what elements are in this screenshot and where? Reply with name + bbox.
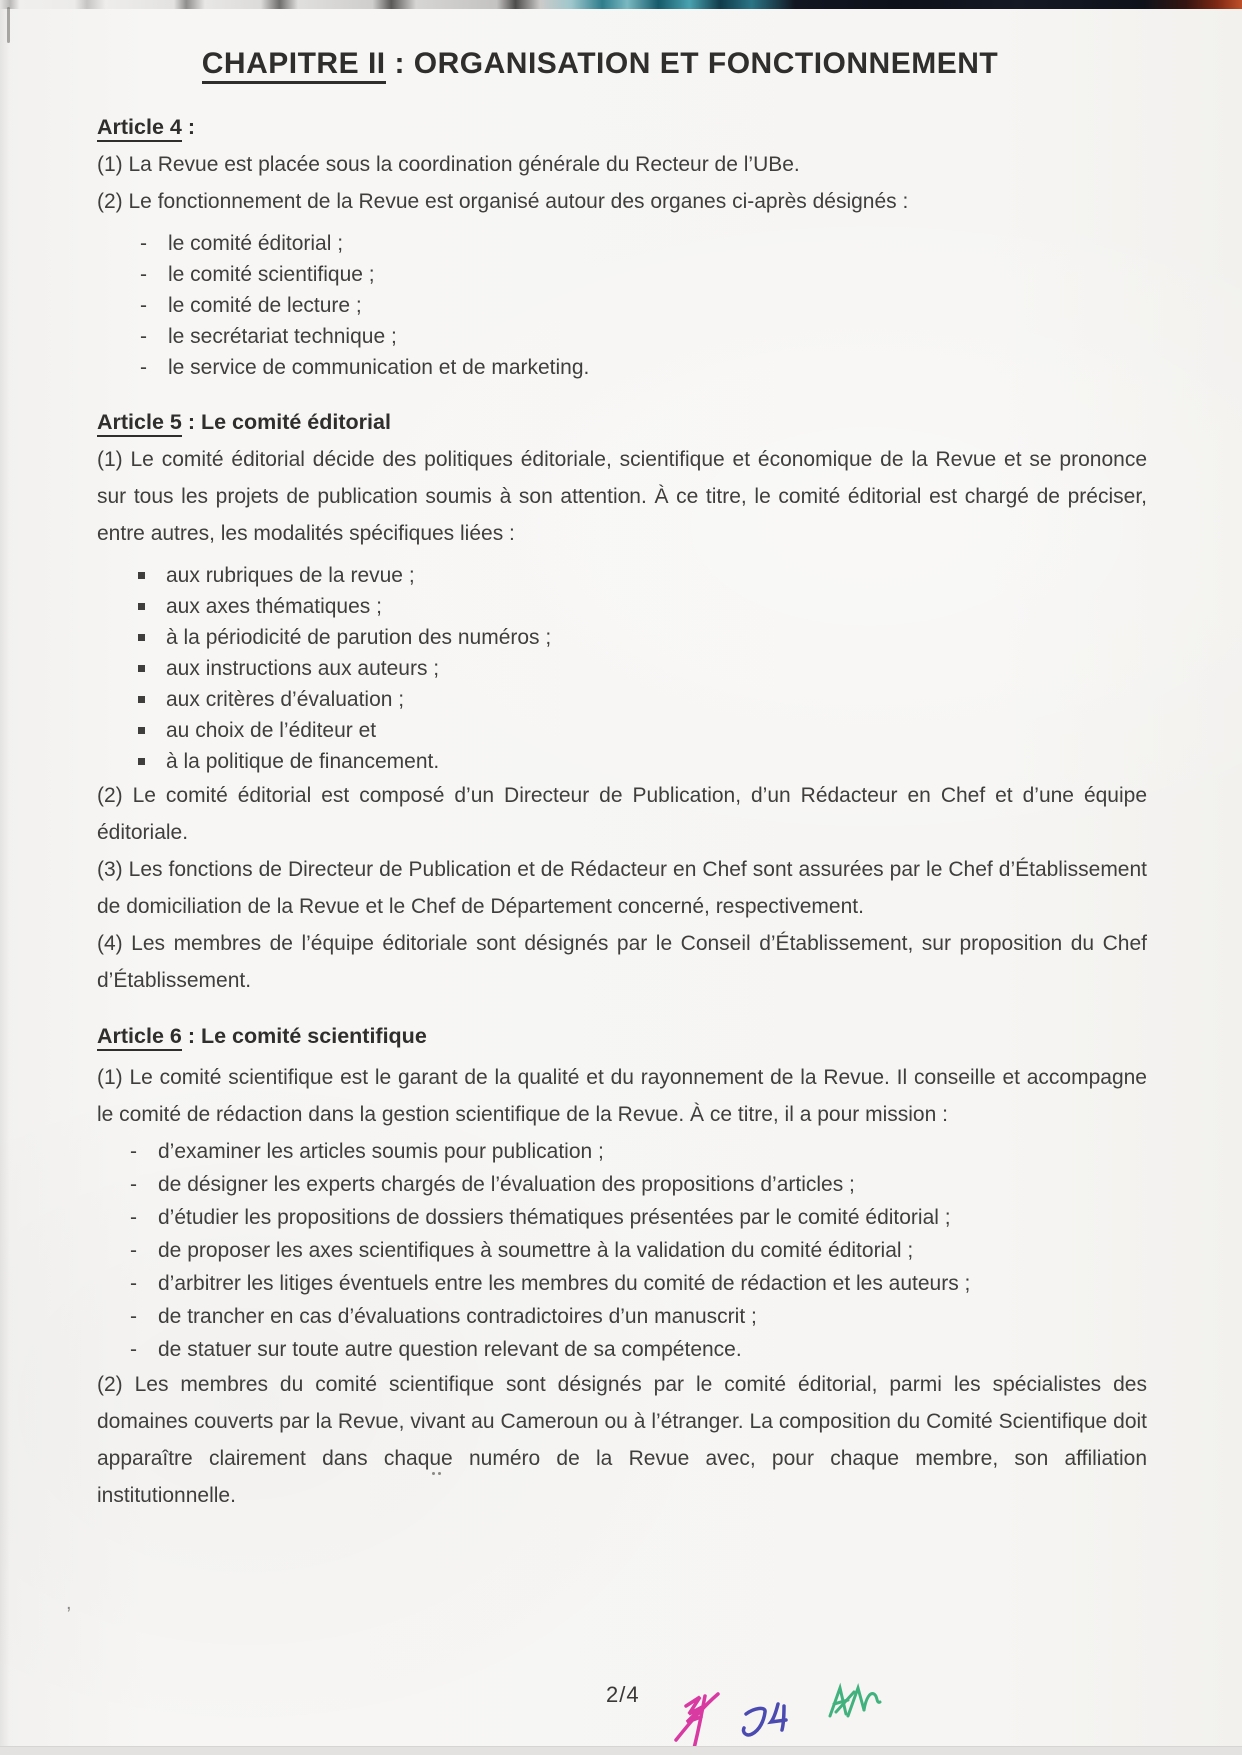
list-item: - de statuer sur toute autre question relevant de sa compétence. <box>97 1333 1147 1366</box>
dash-bullet-icon: - <box>130 1272 137 1295</box>
article-4-paragraph-1: (1) La Revue est placée sous la coordination générale du Recteur de l’UBe. <box>97 153 800 176</box>
chapter-title <box>97 46 1103 82</box>
dash-bullet-icon: - <box>130 1338 137 1361</box>
article-5-suffix: : <box>181 410 201 434</box>
list-item: - d’examiner les articles soumis pour publication ; <box>97 1135 1147 1168</box>
list-item: aux axes thématiques ; <box>97 591 1147 622</box>
square-bullet-icon <box>138 746 166 777</box>
dash-bullet-icon: - <box>130 1239 137 1262</box>
scanner-edge-artifact-bottom <box>0 1746 1242 1755</box>
scan-edge-mark <box>7 7 10 43</box>
article-5-paragraph-4: (4) Les membres de l’équipe éditoriale sont désignés par le Conseil d’Établissement, sur proposition du Chef d’Établissement. <box>97 932 1147 992</box>
list-item: au choix de l’éditeur et <box>97 715 1147 746</box>
dash-bullet-icon: - <box>140 263 147 286</box>
article-5-paragraph-2: (2) Le comité éditorial est composé d’un Directeur de Publication, d’un Rédacteur en Chef et d’une équipe éditoriale. <box>97 784 1147 844</box>
article-5-paragraph-3: (3) Les fonctions de Directeur de Publication et de Rédacteur en Chef sont assurées par le Chef d’Établissement de domiciliation de la Revue et le Chef de Département concerné, respectivement. <box>97 858 1147 918</box>
article-4-list <box>97 228 1147 383</box>
square-bullet-icon <box>138 560 166 591</box>
list-item: - de proposer les axes scientifiques à soumettre à la validation du comité éditorial ; <box>97 1234 1147 1267</box>
list-item: aux critères d’évaluation ; <box>97 684 1147 715</box>
square-bullet-icon <box>138 591 166 622</box>
list-item: - de trancher en cas d’évaluations contradictoires d’un manuscrit ; <box>97 1300 1147 1333</box>
chapter-title-rest: : ORGANISATION ET FONCTIONNEMENT <box>385 47 999 80</box>
list-item: - le comité de lecture ; <box>97 290 1147 321</box>
article-4-paragraph-2: (2) Le fonctionnement de la Revue est organisé autour des organes ci-après désignés : <box>97 190 909 213</box>
list-item: - le service de communication et de marketing. <box>97 352 1147 383</box>
list-item: - d’étudier les propositions de dossiers thématiques présentées par le comité éditorial ; <box>97 1201 1147 1234</box>
article-6-paragraph-2: (2) Les membres du comité scientifique sont désignés par le comité éditorial, parmi les spécialistes des domaines couverts par la Revue, vivant au Cameroun ou à l’étranger. La composition du Comité Scientifique doit apparaître clairement dans chaque numéro de la Revue avec, pour chaque membre, son affiliation institutionnelle. <box>97 1373 1147 1507</box>
list-item: aux rubriques de la revue ; <box>97 560 1147 591</box>
square-bullet-icon <box>138 684 166 715</box>
article-4-heading <box>97 108 1147 146</box>
dash-bullet-icon: - <box>140 325 147 348</box>
article-5-heading <box>97 403 1147 441</box>
dash-bullet-icon: - <box>140 356 147 379</box>
square-bullet-icon <box>138 622 166 653</box>
list-item: - le comité scientifique ; <box>97 259 1147 290</box>
article-6-heading <box>97 1017 1147 1055</box>
dash-bullet-icon: - <box>130 1206 137 1229</box>
list-item: - le secrétariat technique ; <box>97 321 1147 352</box>
list-item: à la périodicité de parution des numéros ; <box>97 622 1147 653</box>
article-5-label: Article 5 <box>97 410 182 437</box>
list-item: aux instructions aux auteurs ; <box>97 653 1147 684</box>
dash-bullet-icon: - <box>140 294 147 317</box>
dash-bullet-icon: - <box>140 232 147 255</box>
document-body <box>97 46 1147 1514</box>
article-4-label: Article 4 <box>97 115 182 142</box>
square-bullet-icon <box>138 715 166 746</box>
stray-scan-mark: , <box>66 1592 72 1614</box>
article-5-paragraph-1: (1) Le comité éditorial décide des politiques éditoriale, scientifique et économique de la Revue et se prononce sur tous les projets de publication soumis à son attention. À ce titre, le comité éditorial est chargé de préciser, entre autres, les modalités spécifiques liées : <box>97 448 1147 545</box>
page-number: 2/4 <box>606 1682 640 1707</box>
list-item: - le comité éditorial ; <box>97 228 1147 259</box>
article-6-subtitle: Le comité scientifique <box>200 1024 427 1048</box>
article-6-paragraph-1: (1) Le comité scientifique est le garant de la qualité et du rayonnement de la Revue. Il conseille et accompagne le comité de rédaction dans la gestion scientifique de la Revue. À ce titre, il a pour mission : <box>97 1066 1147 1126</box>
pencil-mark-dots <box>432 1462 444 1466</box>
article-6-list <box>97 1135 1147 1366</box>
article-5-list <box>97 560 1147 777</box>
scan-left-shadow <box>0 0 10 1755</box>
square-bullet-icon <box>138 653 166 684</box>
list-item: - de désigner les experts chargés de l’évaluation des propositions d’articles ; <box>97 1168 1147 1201</box>
handwritten-initials-blue <box>738 1700 800 1742</box>
scanner-edge-artifact-top <box>0 0 1242 9</box>
dash-bullet-icon: - <box>130 1305 137 1328</box>
article-6-label: Article 6 <box>97 1024 182 1051</box>
handwritten-initials-green <box>826 1682 884 1728</box>
article-5-subtitle: Le comité éditorial <box>200 410 391 434</box>
article-4-suffix: : <box>181 115 195 139</box>
dash-bullet-icon: - <box>130 1173 137 1196</box>
chapter-title-underlined: CHAPITRE II <box>202 47 386 84</box>
list-item: - d’arbitrer les litiges éventuels entre les membres du comité de rédaction et les auteurs ; <box>97 1267 1147 1300</box>
list-item: à la politique de financement. <box>97 746 1147 777</box>
article-6-suffix: : <box>181 1024 201 1048</box>
dash-bullet-icon: - <box>130 1140 137 1163</box>
